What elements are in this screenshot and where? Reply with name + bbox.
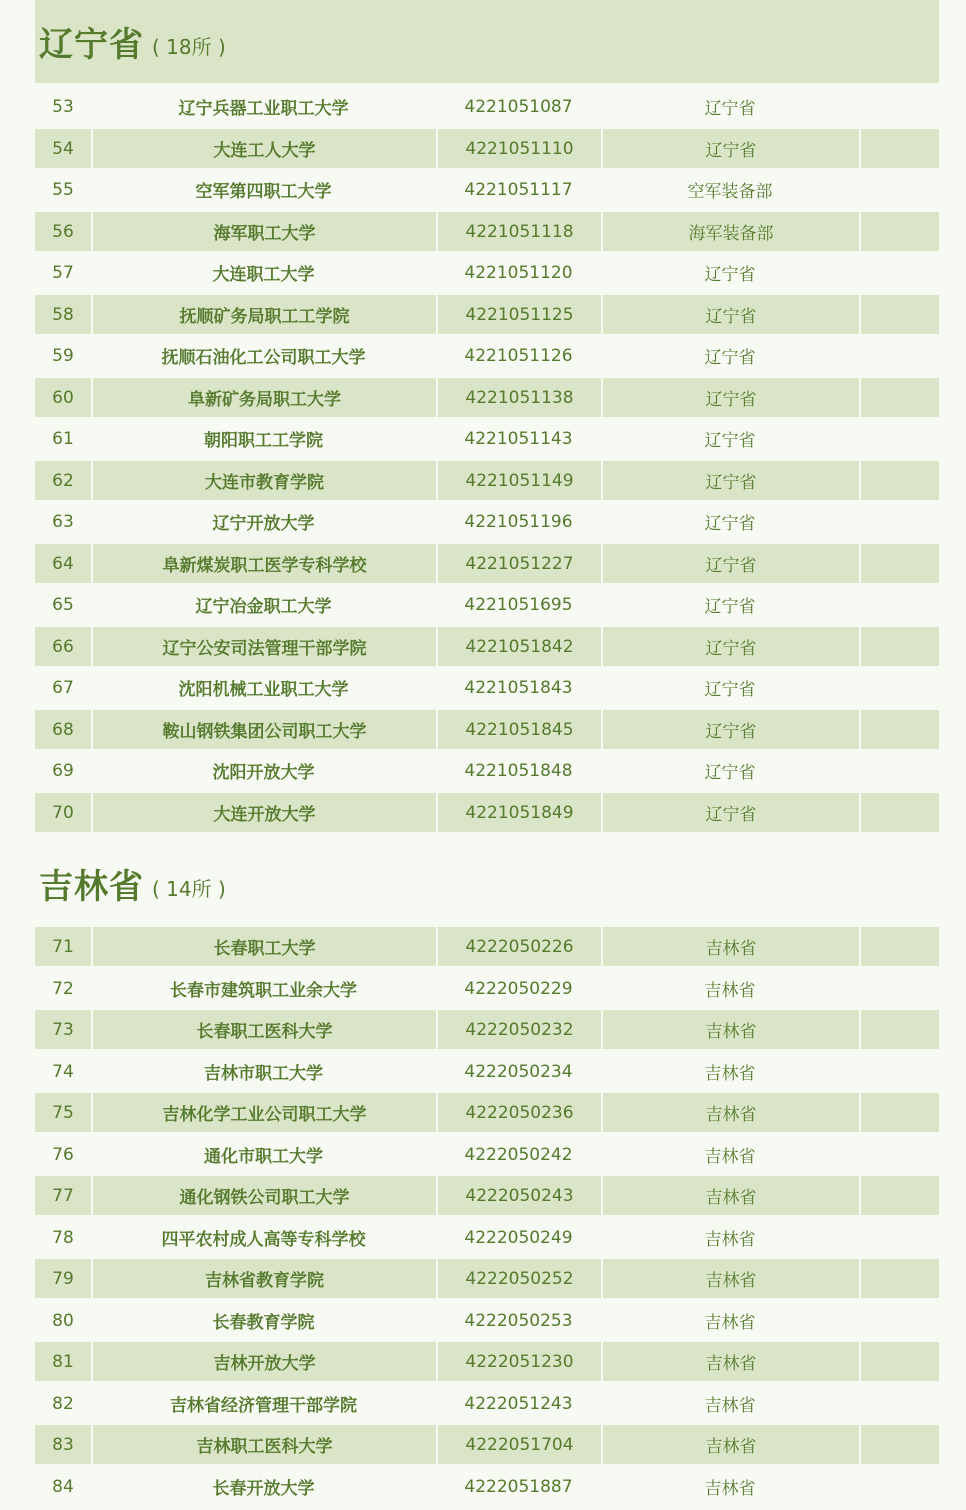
school-name: 四平农村成人高等专科学校 xyxy=(161,1230,366,1250)
authority-dept: 吉林省 xyxy=(601,1010,859,1049)
note-cell xyxy=(859,1135,939,1174)
row-number: 77 xyxy=(52,1185,74,1206)
authority-dept: 吉林省 xyxy=(704,1064,756,1084)
school-code: 4222051704 xyxy=(436,1425,601,1464)
school-code: 4221051845 xyxy=(436,710,601,749)
school-code: 4222050243 xyxy=(436,1176,601,1215)
row-number: 74 xyxy=(52,1061,74,1082)
school-name: 通化钢铁公司职工大学 xyxy=(91,1176,436,1215)
authority-dept: 辽宁省 xyxy=(601,461,859,500)
school-code: 4221051118 xyxy=(436,212,601,251)
table-row xyxy=(35,751,939,790)
note-cell xyxy=(859,1467,939,1506)
school-name: 辽宁公安司法管理干部学院 xyxy=(91,627,436,666)
note-cell xyxy=(859,1301,939,1340)
note-cell xyxy=(859,751,939,790)
authority-dept: 辽宁省 xyxy=(704,680,756,700)
authority-dept: 辽宁省 xyxy=(601,627,859,666)
row-number: 58 xyxy=(52,304,74,325)
table-row xyxy=(35,793,939,832)
school-code: 4221051849 xyxy=(436,793,601,832)
note-cell xyxy=(859,969,939,1008)
table-row xyxy=(35,1342,939,1381)
note-cell xyxy=(859,1425,939,1464)
school-name: 长春开放大学 xyxy=(212,1479,315,1499)
note-cell xyxy=(859,793,939,832)
authority-dept: 吉林省 xyxy=(601,1342,859,1381)
note-cell xyxy=(859,1010,939,1049)
row-number: 67 xyxy=(52,677,74,698)
school-name: 吉林化学工业公司职工大学 xyxy=(91,1093,436,1132)
note-cell xyxy=(859,927,939,966)
school-code: 4221051087 xyxy=(464,96,573,117)
note-cell xyxy=(859,170,939,209)
school-code: 4221051843 xyxy=(464,677,573,698)
row-number: 83 xyxy=(52,1434,74,1455)
school-name: 阜新矿务局职工大学 xyxy=(91,378,436,417)
school-code: 4222050234 xyxy=(464,1061,573,1082)
table-row xyxy=(35,295,939,334)
table-row xyxy=(35,1093,939,1132)
row-number: 71 xyxy=(52,936,74,957)
authority-dept: 辽宁省 xyxy=(704,348,756,368)
note-cell xyxy=(859,1176,939,1215)
table-row xyxy=(35,710,939,749)
authority-dept: 辽宁省 xyxy=(601,793,859,832)
school-name: 大连开放大学 xyxy=(91,793,436,832)
school-name: 海军职工大学 xyxy=(91,212,436,251)
authority-dept: 吉林省 xyxy=(704,1396,756,1416)
table-row xyxy=(35,585,939,624)
note-cell xyxy=(859,502,939,541)
row-number: 66 xyxy=(52,636,74,657)
row-number: 76 xyxy=(52,1144,74,1165)
row-number: 56 xyxy=(52,221,74,242)
authority-dept: 辽宁省 xyxy=(704,597,756,617)
table-row xyxy=(35,627,939,666)
section-header xyxy=(35,0,939,83)
school-code: 4222050242 xyxy=(464,1144,573,1165)
row-number: 82 xyxy=(52,1393,74,1414)
table-row xyxy=(35,1010,939,1049)
row-number: 55 xyxy=(52,179,74,200)
school-code: 4221051695 xyxy=(464,594,573,615)
row-number: 57 xyxy=(52,262,74,283)
note-cell xyxy=(859,544,939,583)
section-count: ( 18所 ) xyxy=(152,35,226,59)
note-cell xyxy=(859,336,939,375)
table-row xyxy=(35,87,939,126)
row-number: 62 xyxy=(52,470,74,491)
school-code: 4221051143 xyxy=(464,428,573,449)
authority-dept: 辽宁省 xyxy=(704,431,756,451)
row-number: 53 xyxy=(52,96,74,117)
school-code: 4222050253 xyxy=(464,1310,573,1331)
table-row xyxy=(35,1218,939,1257)
authority-dept: 辽宁省 xyxy=(601,710,859,749)
note-cell xyxy=(859,710,939,749)
note-cell xyxy=(859,378,939,417)
school-code: 4221051125 xyxy=(436,295,601,334)
row-number: 70 xyxy=(52,802,74,823)
authority-dept: 吉林省 xyxy=(601,1093,859,1132)
row-number: 79 xyxy=(52,1268,74,1289)
note-cell xyxy=(859,1052,939,1091)
authority-dept: 辽宁省 xyxy=(601,544,859,583)
school-name: 长春教育学院 xyxy=(212,1313,315,1333)
authority-dept: 辽宁省 xyxy=(704,763,756,783)
school-code: 4221051227 xyxy=(436,544,601,583)
school-code: 4222050249 xyxy=(464,1227,573,1248)
section-title: 吉林省 xyxy=(39,867,144,907)
school-name: 辽宁冶金职工大学 xyxy=(195,597,332,617)
authority-dept: 吉林省 xyxy=(601,927,859,966)
row-number: 65 xyxy=(52,594,74,615)
row-number: 60 xyxy=(52,387,74,408)
school-code: 4221051848 xyxy=(464,760,573,781)
school-name: 长春市建筑职工业余大学 xyxy=(170,981,357,1001)
school-code: 4222051230 xyxy=(436,1342,601,1381)
authority-dept: 吉林省 xyxy=(704,1230,756,1250)
school-code: 4221051126 xyxy=(464,345,573,366)
note-cell xyxy=(859,1384,939,1423)
school-name: 抚顺石油化工公司职工大学 xyxy=(161,348,366,368)
authority-dept: 吉林省 xyxy=(704,981,756,1001)
school-name: 吉林省教育学院 xyxy=(91,1259,436,1298)
section-count: ( 14所 ) xyxy=(152,877,226,901)
authority-dept: 辽宁省 xyxy=(601,129,859,168)
authority-dept: 海军装备部 xyxy=(601,212,859,251)
note-cell xyxy=(859,1218,939,1257)
school-name: 沈阳机械工业职工大学 xyxy=(178,680,349,700)
authority-dept: 吉林省 xyxy=(601,1425,859,1464)
section-title: 辽宁省 xyxy=(39,25,144,65)
school-name: 沈阳开放大学 xyxy=(212,763,315,783)
school-code: 4222050252 xyxy=(436,1259,601,1298)
note-cell xyxy=(859,87,939,126)
table-row xyxy=(35,1259,939,1298)
school-code: 4222050229 xyxy=(464,978,573,999)
note-cell xyxy=(859,668,939,707)
note-cell xyxy=(859,1093,939,1132)
school-code: 4221051196 xyxy=(464,511,573,532)
school-code: 4222050226 xyxy=(436,927,601,966)
note-cell xyxy=(859,212,939,251)
school-name: 空军第四职工大学 xyxy=(195,182,332,202)
school-name: 朝阳职工工学院 xyxy=(204,431,323,451)
table-row xyxy=(35,378,939,417)
school-name: 大连市教育学院 xyxy=(91,461,436,500)
table-row xyxy=(35,927,939,966)
row-number: 63 xyxy=(52,511,74,532)
row-number: 72 xyxy=(52,978,74,999)
school-code: 4221051110 xyxy=(436,129,601,168)
table-row xyxy=(35,212,939,251)
school-name: 长春职工大学 xyxy=(91,927,436,966)
authority-dept: 辽宁省 xyxy=(704,99,756,119)
school-name: 抚顺矿务局职工工学院 xyxy=(91,295,436,334)
table-row xyxy=(35,1425,939,1464)
section-header xyxy=(35,842,939,925)
table-row xyxy=(35,170,939,209)
table-row xyxy=(35,336,939,375)
authority-dept: 空军装备部 xyxy=(687,182,773,202)
row-number: 81 xyxy=(52,1351,74,1372)
authority-dept: 辽宁省 xyxy=(704,265,756,285)
school-name: 大连工人大学 xyxy=(91,129,436,168)
school-code: 4222051887 xyxy=(464,1476,573,1497)
school-name: 吉林职工医科大学 xyxy=(91,1425,436,1464)
table-row xyxy=(35,419,939,458)
table-row xyxy=(35,502,939,541)
note-cell xyxy=(859,1259,939,1298)
row-number: 69 xyxy=(52,760,74,781)
authority-dept: 吉林省 xyxy=(704,1313,756,1333)
note-cell xyxy=(859,585,939,624)
school-code: 4221051138 xyxy=(436,378,601,417)
note-cell xyxy=(859,253,939,292)
school-name: 吉林省经济管理干部学院 xyxy=(170,1396,357,1416)
row-number: 61 xyxy=(52,428,74,449)
school-name: 吉林市职工大学 xyxy=(204,1064,323,1084)
note-cell xyxy=(859,461,939,500)
school-name: 辽宁开放大学 xyxy=(212,514,315,534)
table-row xyxy=(35,253,939,292)
school-code: 4221051120 xyxy=(464,262,573,283)
school-name: 辽宁兵器工业职工大学 xyxy=(178,99,349,119)
school-code: 4222050232 xyxy=(436,1010,601,1049)
table-row xyxy=(35,1176,939,1215)
note-cell xyxy=(859,295,939,334)
school-name: 鞍山钢铁集团公司职工大学 xyxy=(91,710,436,749)
row-number: 68 xyxy=(52,719,74,740)
row-number: 59 xyxy=(52,345,74,366)
authority-dept: 辽宁省 xyxy=(704,514,756,534)
table-row xyxy=(35,1301,939,1340)
row-number: 54 xyxy=(52,138,74,159)
table-row xyxy=(35,544,939,583)
table-row xyxy=(35,129,939,168)
table-row xyxy=(35,461,939,500)
school-code: 4221051842 xyxy=(436,627,601,666)
table-row xyxy=(35,668,939,707)
row-number: 64 xyxy=(52,553,74,574)
school-code: 4221051117 xyxy=(464,179,573,200)
table-row xyxy=(35,1135,939,1174)
row-number: 73 xyxy=(52,1019,74,1040)
row-number: 80 xyxy=(52,1310,74,1331)
table-row xyxy=(35,1467,939,1506)
note-cell xyxy=(859,129,939,168)
school-code: 4222051243 xyxy=(464,1393,573,1414)
row-number: 75 xyxy=(52,1102,74,1123)
table-row xyxy=(35,969,939,1008)
authority-dept: 吉林省 xyxy=(601,1176,859,1215)
school-code: 4221051149 xyxy=(436,461,601,500)
school-name: 大连职工大学 xyxy=(212,265,315,285)
note-cell xyxy=(859,419,939,458)
authority-dept: 吉林省 xyxy=(704,1147,756,1167)
school-name: 吉林开放大学 xyxy=(91,1342,436,1381)
note-cell xyxy=(859,627,939,666)
authority-dept: 吉林省 xyxy=(601,1259,859,1298)
school-name: 通化市职工大学 xyxy=(204,1147,323,1167)
authority-dept: 吉林省 xyxy=(704,1479,756,1499)
school-name: 长春职工医科大学 xyxy=(91,1010,436,1049)
row-number: 84 xyxy=(52,1476,74,1497)
authority-dept: 辽宁省 xyxy=(601,295,859,334)
row-number: 78 xyxy=(52,1227,74,1248)
school-code: 4222050236 xyxy=(436,1093,601,1132)
note-cell xyxy=(859,1342,939,1381)
table-row xyxy=(35,1052,939,1091)
table-row xyxy=(35,1384,939,1423)
authority-dept: 辽宁省 xyxy=(601,378,859,417)
school-name: 阜新煤炭职工医学专科学校 xyxy=(91,544,436,583)
